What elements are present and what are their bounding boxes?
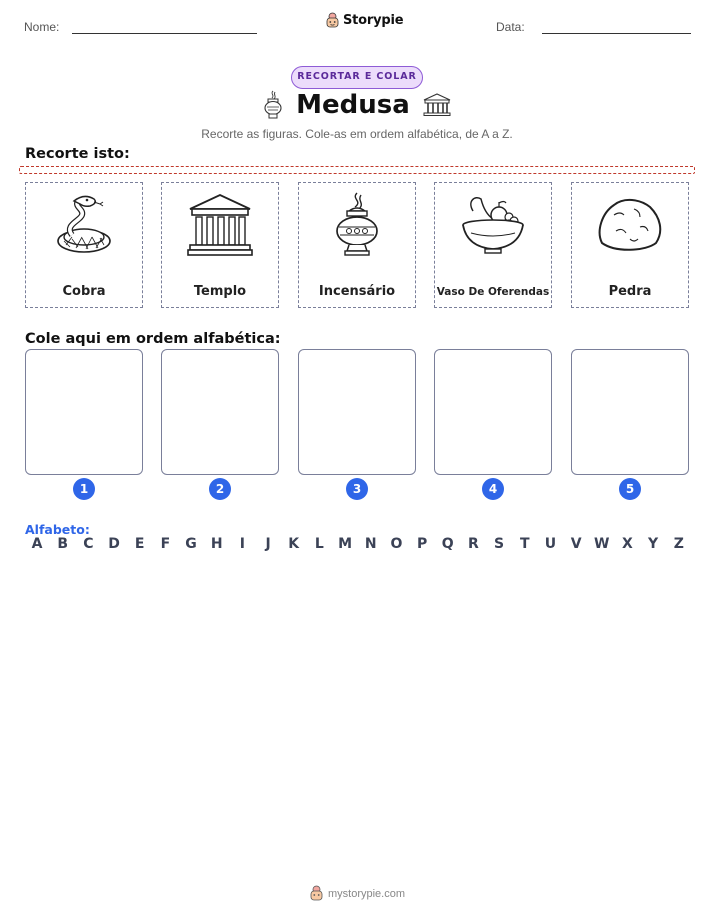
rock-icon (596, 191, 664, 259)
footer (0, 885, 714, 902)
alphabet-title: Alfabeto: (25, 522, 90, 537)
cut-section-title: Recorte isto: (25, 146, 130, 162)
temple-icon (186, 191, 254, 259)
slot-number-5: 5 (619, 478, 641, 500)
incense-burner-icon (323, 191, 391, 259)
cut-card-vaso-de-oferendas[interactable] (434, 182, 552, 308)
card-label-incensario: Incensário (318, 284, 396, 299)
alphabet-letter: R (468, 536, 479, 552)
footer-url[interactable]: mystorypie.com (327, 887, 406, 900)
alphabet-letter: N (364, 536, 377, 552)
paste-section-title: Cole aqui em ordem alfabética: (25, 331, 281, 347)
storypie-mascot-icon (309, 885, 324, 902)
alphabet-letter: O (390, 536, 403, 552)
incense-burner-icon (262, 90, 284, 120)
alphabet-letter: J (265, 536, 271, 552)
alphabet-letter: M (338, 536, 353, 552)
title-row (0, 90, 714, 120)
storypie-logo (325, 12, 403, 29)
alphabet-letter: U (544, 536, 557, 552)
alphabet-letter: Z (673, 536, 684, 552)
alphabet-letter: Q (441, 536, 454, 552)
name-line[interactable] (72, 33, 257, 34)
cut-card-pedra[interactable] (571, 182, 689, 308)
alphabet-letter: B (57, 536, 68, 552)
paste-slot-1[interactable] (25, 349, 143, 475)
alphabet-letter: I (239, 536, 245, 552)
card-label-vaso-de-oferendas: Vaso De Oferendas (436, 286, 550, 298)
name-label: Nome: (24, 20, 60, 34)
alphabet-letter: E (134, 536, 145, 552)
date-label: Data: (496, 20, 525, 34)
alphabet-letter: F (160, 536, 171, 552)
card-label-cobra: Cobra (62, 284, 106, 299)
paste-slot-4[interactable] (434, 349, 552, 475)
slot-number-1: 1 (73, 478, 95, 500)
alphabet-letter: G (185, 536, 197, 552)
snake-icon (50, 191, 118, 259)
cut-card-incensario[interactable] (298, 182, 416, 308)
temple-icon (422, 92, 452, 118)
cut-line (19, 166, 695, 174)
alphabet-letter: K (288, 536, 300, 552)
alphabet-letter: H (210, 536, 223, 552)
paste-slot-3[interactable] (298, 349, 416, 475)
alphabet-letter: C (83, 536, 94, 552)
alphabet-letter: W (594, 536, 610, 552)
instructions: Recorte as figuras. Cole-as em ordem alfabética, de A a Z. (201, 127, 513, 141)
cut-card-templo[interactable] (161, 182, 279, 308)
cut-card-cobra[interactable] (25, 182, 143, 308)
alphabet-letter: T (519, 536, 530, 552)
alphabet-letter: X (622, 536, 633, 552)
slot-number-4: 4 (482, 478, 504, 500)
fruit-bowl-icon (459, 191, 527, 259)
alphabet-letter: A (31, 536, 43, 552)
alphabet-letter: V (570, 536, 582, 552)
alphabet-letter: L (314, 536, 324, 552)
alphabet-letter: D (108, 536, 120, 552)
slot-number-3: 3 (346, 478, 368, 500)
storypie-mascot-icon (325, 12, 340, 29)
paste-slot-2[interactable] (161, 349, 279, 475)
page-title: Medusa (296, 90, 410, 120)
alphabet-letter: Y (648, 536, 659, 552)
brand-name: Storypie (343, 13, 404, 28)
card-label-templo: Templo (193, 284, 247, 299)
alphabet-row (25, 536, 691, 552)
alphabet-letter: P (416, 536, 428, 552)
alphabet-letter: S (494, 536, 505, 552)
paste-slot-5[interactable] (571, 349, 689, 475)
slot-number-2: 2 (209, 478, 231, 500)
activity-badge: RECORTAR E COLAR (291, 66, 423, 89)
date-line[interactable] (542, 33, 691, 34)
card-label-pedra: Pedra (608, 284, 652, 299)
